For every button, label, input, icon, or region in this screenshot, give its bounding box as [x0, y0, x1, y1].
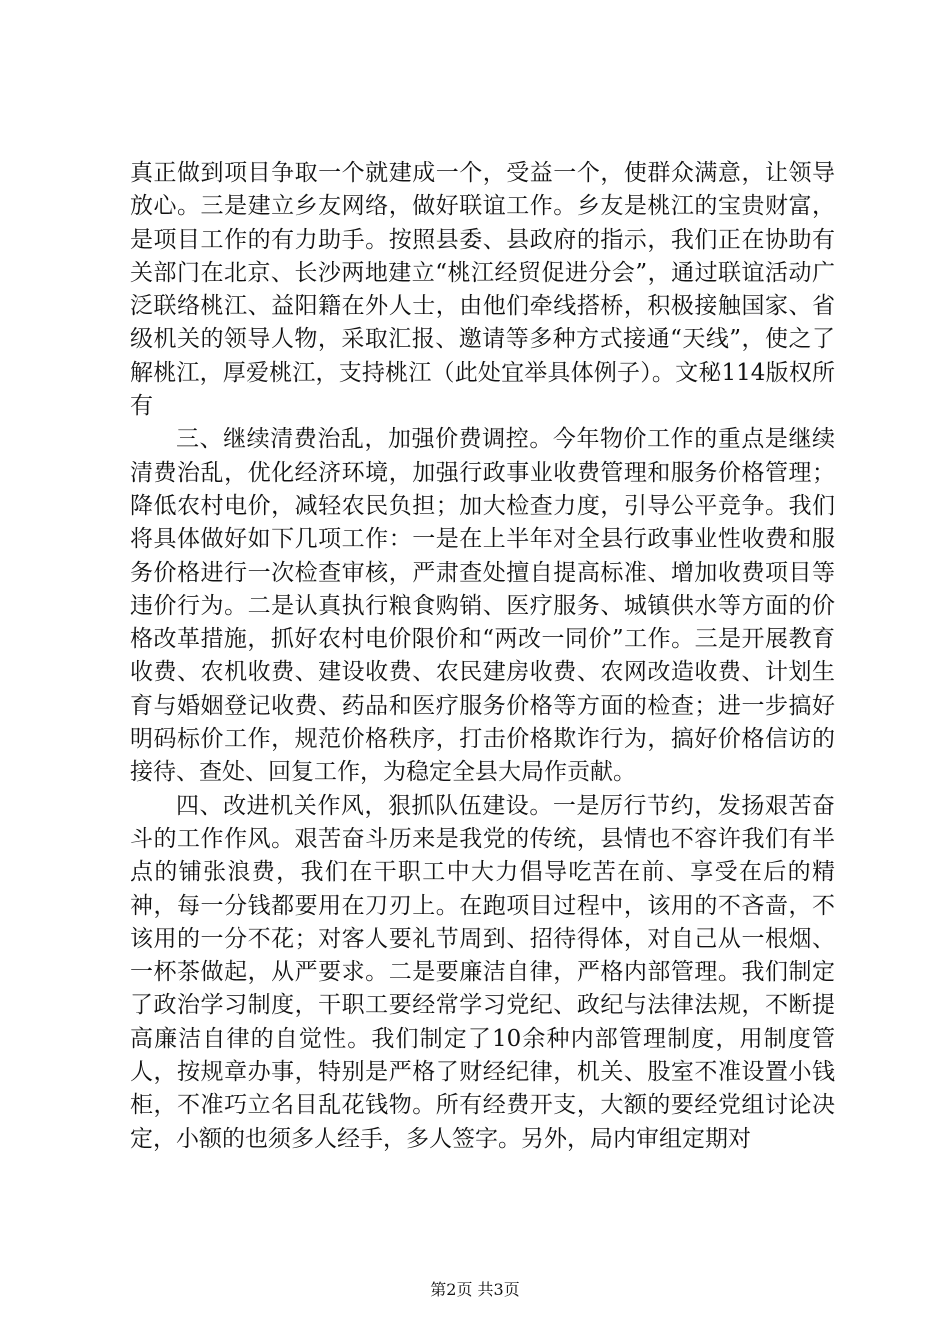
paragraph-2: 三、继续清费治乱，加强价费调控。今年物价工作的重点是继续清费治乱，优化经济环境，加强行政事业收费管理和服务价格管理；降低农村电价，减轻农民负担；加大检查力度，引导公平竞争。我们将具体做好如下几项工作：一是在上半年对全县行政事业性收费和服务价格进行一次检查审核，严肃查处擅自提高标准、增加收费项目等违价行为。二是认真执行粮食购销、医疗服务、城镇供水等方面的价格改革措施，抓好农村电价限价和“两改一同价”工作。三是开展教育收费、农机收费、建设收费、农民建房收费、农网改造收费、计划生育与婚姻登记收费、药品和医疗服务价格等方面的检查；进一步搞好明码标价工作，规范价格秩序，打击价格欺诈行为，搞好价格信访的接待、查处、回复工作，为稳定全县大局作贡献。: [130, 426, 835, 786]
document-body: [130, 157, 835, 1156]
paragraph-1: 真正做到项目争取一个就建成一个，受益一个，使群众满意，让领导放心。三是建立乡友网络，做好联谊工作。乡友是桃江的宝贵财富，是项目工作的有力助手。按照县委、县政府的指示，我们正在协助有关部门在北京、长沙两地建立“桃江经贸促进分会”，通过联谊活动广泛联络桃江、益阳籍在外人士，由他们牵线搭桥，积极接触国家、省级机关的领导人物，采取汇报、邀请等多种方式接通“天线”，使之了解桃江，厚爱桃江，支持桃江（此处宜举具体例子）。文秘114版权所有: [130, 160, 835, 420]
paragraph-3: 四、改进机关作风，狠抓队伍建设。一是厉行节约，发扬艰苦奋斗的工作作风。艰苦奋斗历来是我党的传统，县情也不容许我们有半点的铺张浪费，我们在干职工中大力倡导吃苦在前、享受在后的精神，每一分钱都要用在刀刃上。在跑项目过程中，该用的不吝啬，不该用的一分不花；对客人要礼节周到、招待得体，对自己从一根烟、一杯茶做起，从严要求。二是要廉洁自律，严格内部管理。我们制定了政治学习制度，干职工要经常学习党纪、政纪与法律法规，不断提高廉洁自律的自觉性。我们制定了10余种内部管理制度，用制度管人，按规章办事，特别是严格了财经纪律，机关、股室不准设置小钱柜，不准巧立名目乱花钱物。所有经费开支，大额的要经党组讨论决定，小额的也须多人经手，多人签字。另外，局内审组定期对: [130, 792, 835, 1152]
page-footer: 第2页 共3页: [430, 1280, 520, 1299]
